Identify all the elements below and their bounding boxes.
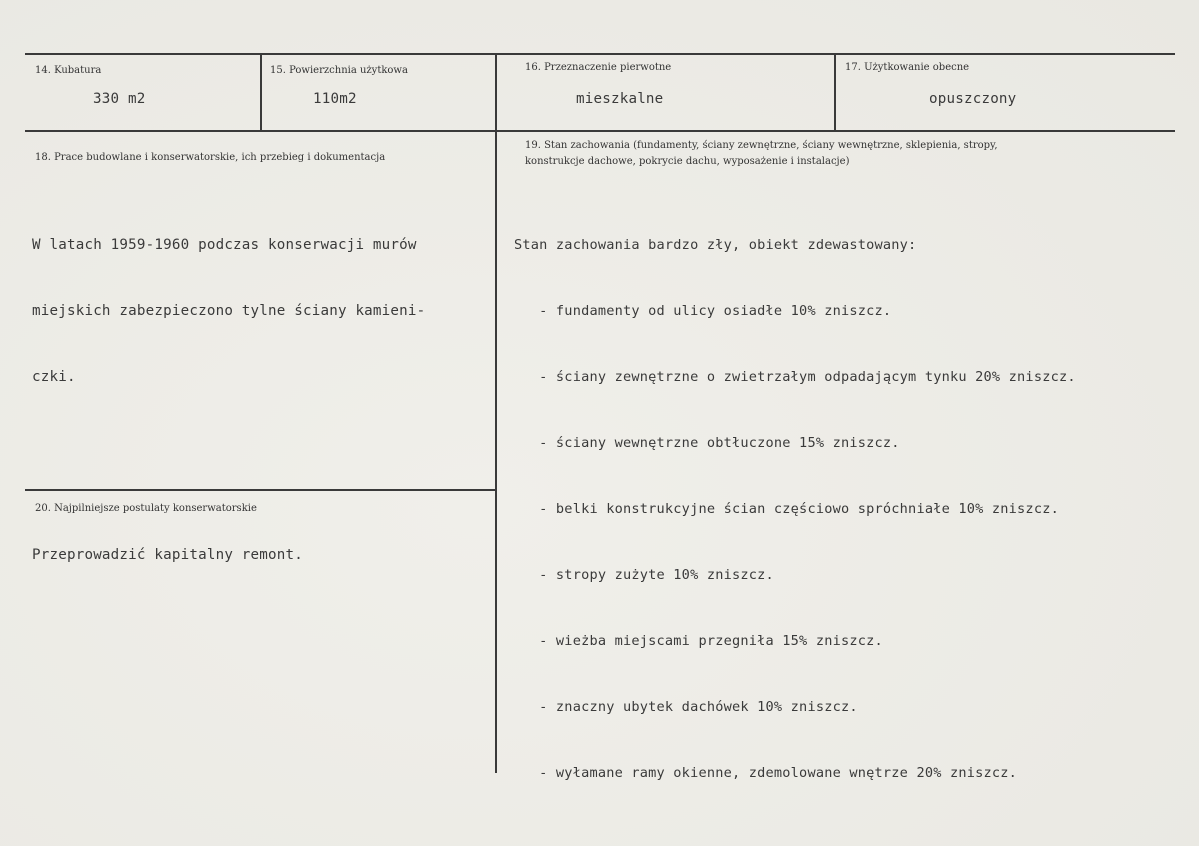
stan-line: - wyłamane ramy okienne, zdemolowane wnętrze 20% zniszcz. bbox=[514, 765, 1018, 781]
stan-line: - ściany zewnętrzne o zwietrzałym odpadającym tynku 20% zniszcz. bbox=[514, 369, 1076, 385]
postulaty-value: Przeprowadzić kapitalny remont. bbox=[32, 547, 303, 563]
uzytkowanie-value: opuszczony bbox=[929, 91, 1017, 107]
prace-line: czki. bbox=[32, 369, 76, 385]
col-divider-main bbox=[495, 53, 497, 773]
prace-line: miejskich zabezpieczono tylne ściany kamieni- bbox=[32, 303, 426, 319]
uzytkowanie-label: 17. Użytkowanie obecne bbox=[845, 62, 970, 73]
stan-label-line2: konstrukcje dachowe, pokrycie dachu, wyposażenie i instalacje) bbox=[525, 156, 850, 167]
prace-text bbox=[32, 190, 425, 432]
col-divider-1 bbox=[260, 53, 262, 131]
przeznaczenie-value: mieszkalne bbox=[576, 91, 664, 107]
stan-line: Stan zachowania bardzo zły, obiekt zdewastowany: bbox=[514, 237, 917, 253]
stan-label-line1: 19. Stan zachowania (fundamenty, ściany zewnętrzne, ściany wewnętrzne, sklepienia, stropy, bbox=[525, 140, 998, 151]
prace-label: 18. Prace budowlane i konserwatorskie, ich przebieg i dokumentacja bbox=[35, 152, 386, 163]
powierzchnia-value: 110m2 bbox=[313, 91, 357, 107]
kubatura-label: 14. Kubatura bbox=[35, 65, 102, 76]
postulaty-label: 20. Najpilniejsze postulaty konserwatorskie bbox=[35, 503, 257, 514]
kubatura-value: 330 m2 bbox=[93, 91, 146, 107]
top-rule bbox=[25, 53, 1175, 55]
stan-text bbox=[514, 190, 1076, 828]
stan-line: - znaczny ubytek dachówek 10% zniszcz. bbox=[514, 699, 858, 715]
stan-line: - belki konstrukcyjne ścian częściowo spróchniałe 10% zniszcz. bbox=[514, 501, 1059, 517]
stan-line: - fundamenty od ulicy osiadłe 10% zniszcz. bbox=[514, 303, 892, 319]
prace-line: W latach 1959-1960 podczas konserwacji murów bbox=[32, 237, 417, 253]
stan-line: - wieżba miejscami przegniła 15% zniszcz. bbox=[514, 633, 883, 649]
col-divider-3 bbox=[834, 53, 836, 131]
section-20-rule bbox=[25, 489, 497, 491]
przeznaczenie-label: 16. Przeznaczenie pierwotne bbox=[525, 62, 672, 73]
stan-line: - stropy zużyte 10% zniszcz. bbox=[514, 567, 774, 583]
stan-line: - ściany wewnętrzne obtłuczone 15% zniszcz. bbox=[514, 435, 900, 451]
header-row-rule bbox=[25, 130, 1175, 132]
powierzchnia-label: 15. Powierzchnia użytkowa bbox=[270, 65, 408, 76]
